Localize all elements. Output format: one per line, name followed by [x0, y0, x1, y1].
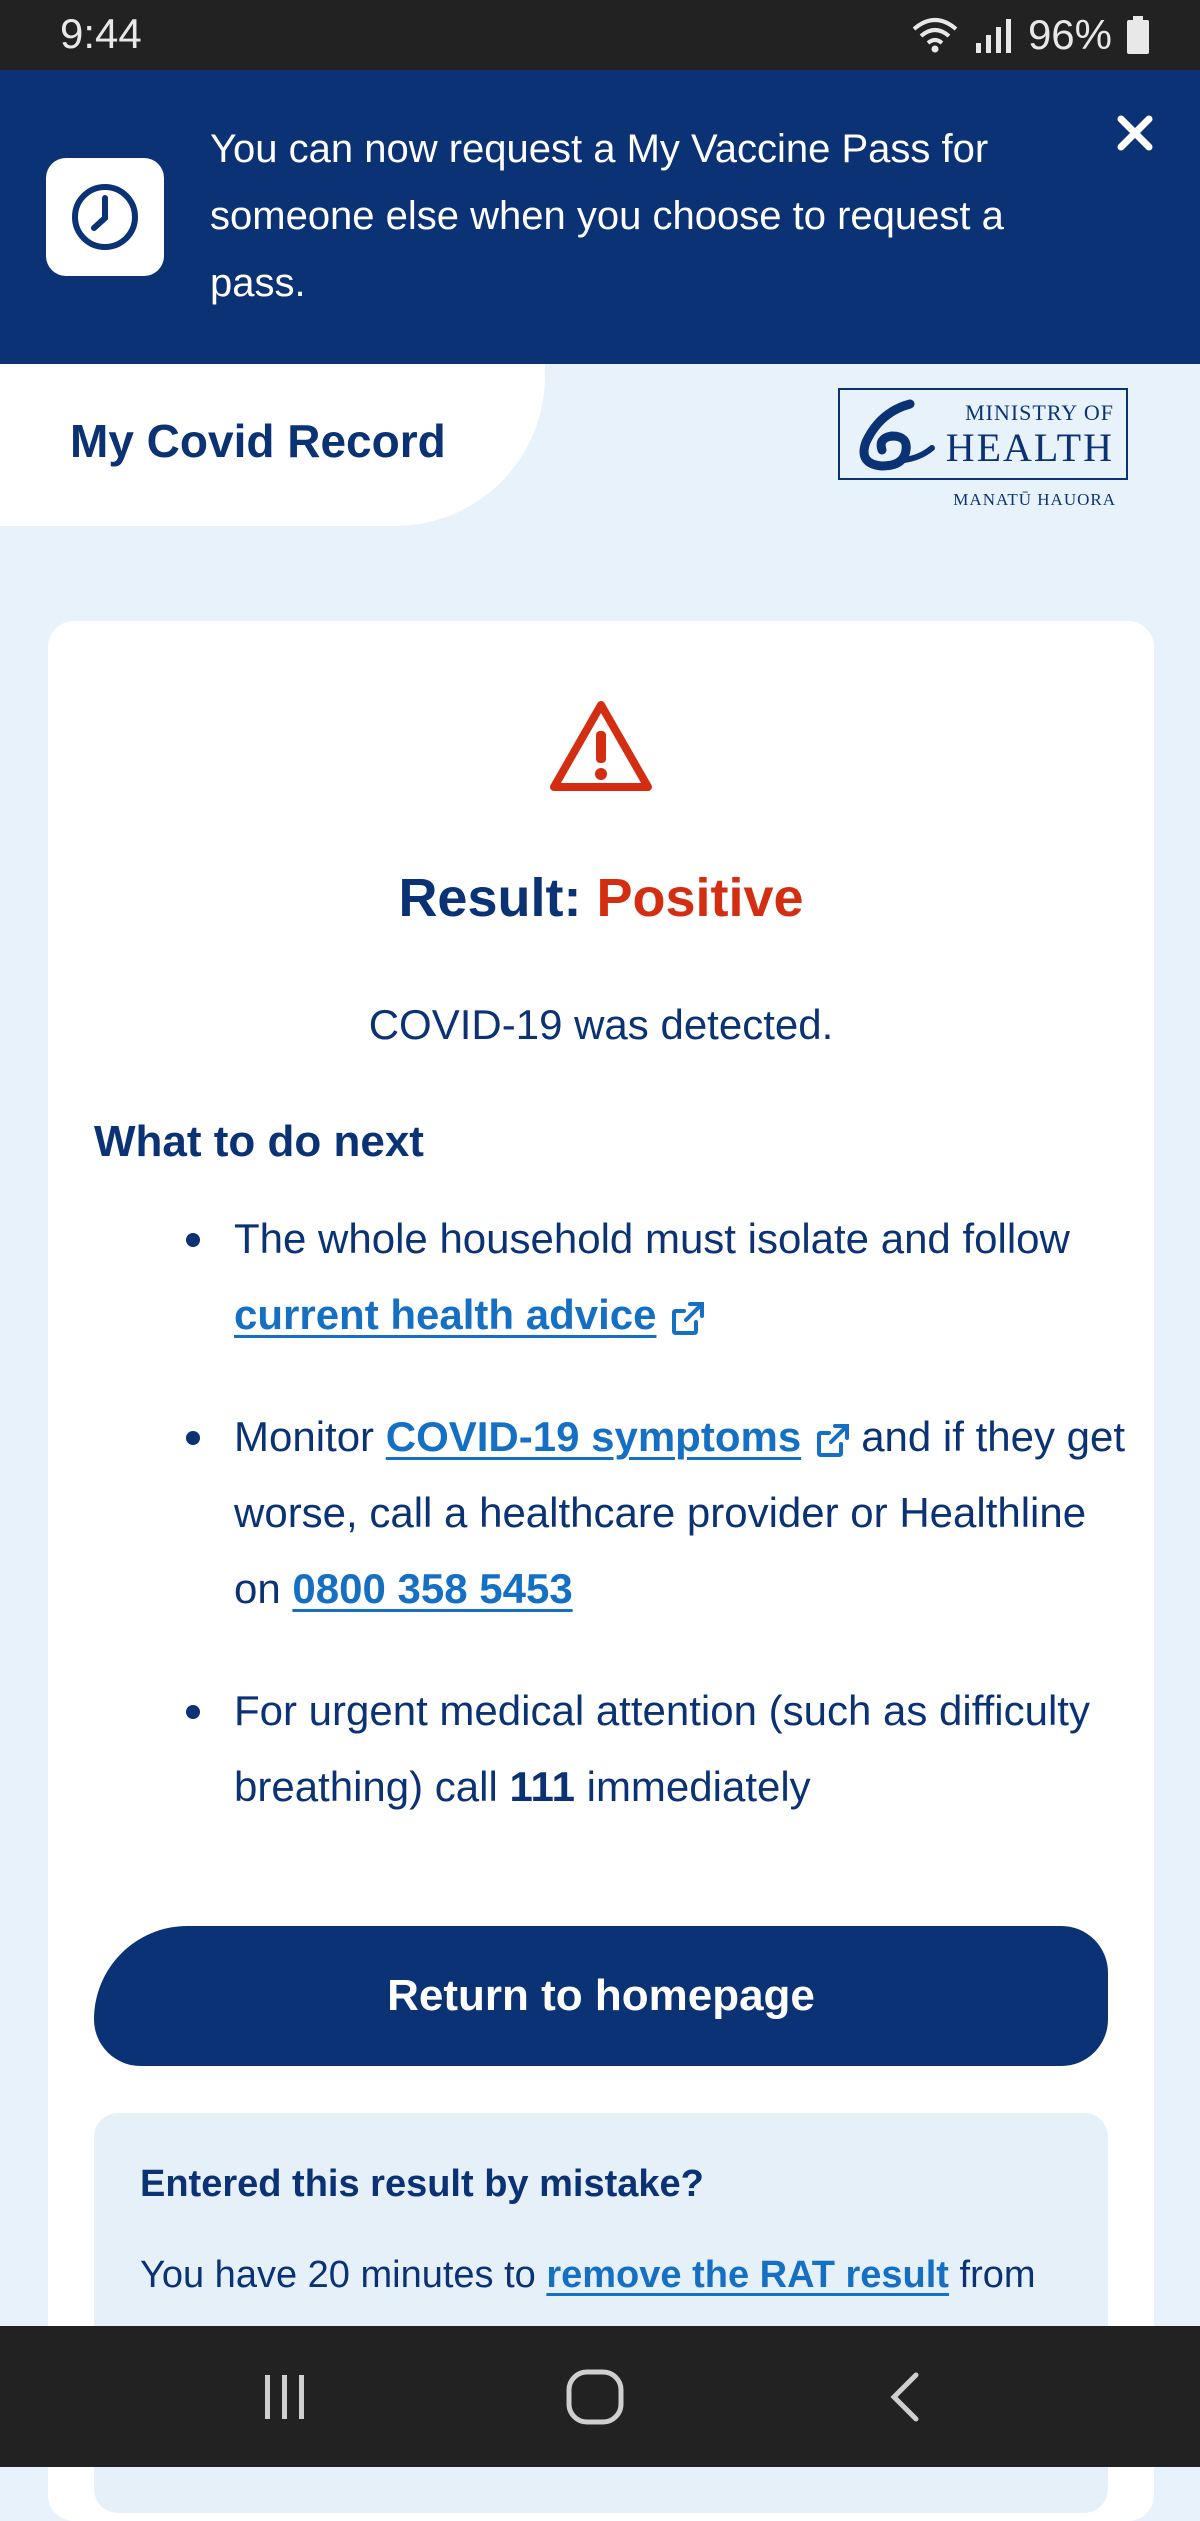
- result-value: Positive: [596, 868, 804, 928]
- clock-icon: [46, 158, 164, 276]
- warning-icon: [548, 699, 654, 795]
- wifi-icon: [910, 15, 960, 55]
- external-link-icon: [668, 1298, 708, 1338]
- logo-line3: MANATŪ HAUORA: [953, 490, 1116, 509]
- item1-text: The whole household must isolate and follow: [234, 1215, 1070, 1262]
- item2-pre: Monitor: [234, 1413, 375, 1460]
- item3-pre: For urgent medical attention (such as difficulty breathing) call: [234, 1687, 1090, 1810]
- close-icon[interactable]: [1100, 98, 1170, 168]
- battery-level: 96%: [1027, 11, 1112, 58]
- status-right: [910, 10, 1150, 60]
- status-bar: [0, 0, 1200, 70]
- system-nav-bar: [0, 2326, 1200, 2467]
- list-item: [140, 1201, 1140, 1353]
- home-icon[interactable]: [516, 2326, 676, 2467]
- recent-apps-icon[interactable]: [205, 2326, 365, 2467]
- header-tab: [0, 364, 545, 526]
- result-title: [48, 867, 1154, 929]
- external-link-icon: [813, 1420, 853, 1460]
- item2-post: and if they get worse, call a healthcare provider or Healthline on: [234, 1413, 1126, 1612]
- list-item: [140, 1673, 1140, 1825]
- next-steps-heading: What to do next: [94, 1117, 424, 1166]
- koru-logo-icon: [850, 398, 940, 474]
- mistake-heading: Entered this result by mistake?: [140, 2163, 704, 2205]
- emergency-number: 111: [509, 1763, 575, 1810]
- next-steps-list: [140, 1201, 1140, 1871]
- result-card: [48, 621, 1154, 2521]
- app-header: [0, 364, 1200, 534]
- battery-icon: [1126, 15, 1150, 55]
- logo-line2: HEALTH: [945, 425, 1114, 470]
- banner-message: You can now request a My Vaccine Pass for someone else when you choose to request a pass.: [210, 127, 1004, 305]
- ministry-of-health-logo: [838, 388, 1128, 509]
- logo-line1: MINISTRY OF: [965, 400, 1114, 425]
- status-time: 9:44: [60, 10, 142, 57]
- result-label: Result:: [398, 868, 582, 928]
- current-health-advice-link[interactable]: current health advice: [234, 1291, 657, 1338]
- mistake-text-lead: You have 20 minutes to: [140, 2254, 536, 2296]
- result-description: COVID-19 was detected.: [368, 1001, 834, 1048]
- item3-post: immediately: [586, 1763, 811, 1810]
- mistake-text-cont: from: [959, 2254, 1036, 2296]
- covid-symptoms-link[interactable]: COVID-19 symptoms: [385, 1413, 802, 1460]
- signal-icon: [974, 15, 1014, 55]
- list-item: [140, 1399, 1140, 1627]
- notification-banner: [0, 70, 1200, 364]
- logo-box: [838, 388, 1128, 480]
- app-title[interactable]: My Covid Record: [70, 415, 446, 467]
- healthline-phone-link[interactable]: 0800 358 5453: [292, 1565, 573, 1612]
- back-icon[interactable]: [828, 2326, 988, 2467]
- return-to-homepage-button[interactable]: Return to homepage: [94, 1926, 1108, 2066]
- remove-rat-result-link[interactable]: remove the RAT result: [546, 2254, 949, 2296]
